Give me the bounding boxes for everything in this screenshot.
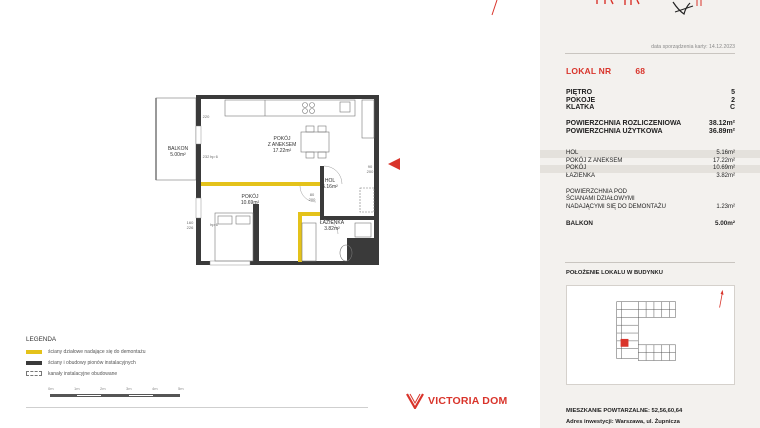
legend-item: kanały instalacyjne obudowane (26, 368, 146, 379)
svg-text:80: 80 (309, 192, 315, 197)
victoria-dom-icon (406, 393, 424, 409)
repeat-units: MIESZKANIE POWTARZALNE: 52,56,60,64 (566, 408, 683, 414)
brand-name: VICTORIA DOM (428, 395, 508, 407)
room-label: HOL (324, 178, 336, 184)
legend-title: LEGENDA (26, 336, 57, 343)
divider (26, 407, 368, 408)
unit-marker (621, 339, 629, 347)
room-area: 5.16m² (322, 184, 338, 190)
room-label: ŁAZIENKA (319, 220, 345, 226)
summary-row-floor: PIĘTRO 5 (566, 89, 735, 96)
installation-shaft (360, 188, 374, 212)
balcony-area (156, 98, 196, 180)
unit-number-value: 68 (635, 66, 646, 76)
unit-label: LOKAL NR (566, 66, 612, 76)
svg-text:hp 6: hp 6 (210, 222, 218, 227)
room-row: ŁAZIENKA 3.82m² (540, 173, 760, 181)
unit-summary (566, 89, 735, 112)
scale-bar: 0m 1m 2m 3m 4m 5m (26, 386, 158, 400)
room-area: 17.22m² (272, 148, 292, 154)
walls (196, 95, 379, 265)
floor-plan (150, 88, 400, 268)
legend (26, 346, 146, 379)
decorative-line (490, 0, 500, 16)
room-area: 3.82m² (324, 226, 340, 232)
legend-item: ściany działowe nadające się do demontażu (26, 346, 146, 357)
footer-info (566, 406, 682, 428)
creation-date: data sporządzenia karty: 14.12.2023 (651, 44, 735, 50)
legend-item: ściany i obudowy pionów instalacyjnych (26, 357, 146, 368)
area-summary (566, 120, 735, 135)
room-label: Z ANEKSEM (267, 142, 297, 148)
position-title: POŁOŻENIE LOKALU W BUDYNKU (566, 270, 663, 276)
area-row-billing: POWIERZCHNIA ROZLICZENIOWA 38.12m² (566, 120, 735, 127)
bed (215, 213, 253, 261)
area-row-usable: POWIERZCHNIA UŻYTKOWA 36.89m² (566, 127, 735, 135)
svg-text:hp 6: hp 6 (210, 154, 218, 159)
room-row: HOL 5.16m² (540, 150, 760, 158)
removable-walls-area: POWIERZCHNIA POD ŚCIANAMI DZIAŁOWYMI NADAJĄCYMI SIĘ DO DEMONTAŻU 1.23m² (566, 189, 735, 210)
svg-text:160: 160 (186, 220, 194, 225)
svg-text:232: 232 (202, 154, 210, 159)
investment-address: Adres inwestycji: Warszawa, ul. Żupnicza (566, 419, 680, 425)
svg-text:226: 226 (186, 225, 194, 230)
building-position-map (566, 285, 735, 385)
north-arrow-icon (720, 290, 724, 308)
summary-row-staircase: KLATKA C (566, 104, 735, 112)
summary-row-rooms: POKOJE 2 (566, 96, 735, 104)
unit-number (566, 66, 645, 76)
divider (565, 53, 735, 54)
divider (565, 262, 735, 263)
room-area: 5.00m² (170, 152, 186, 158)
svg-text:200: 200 (308, 197, 316, 202)
room-label: BALKON (167, 146, 189, 152)
room-label: POKÓJ (273, 136, 291, 142)
svg-text:220: 220 (202, 114, 210, 119)
removable-walls-value: 1.23m² (716, 203, 735, 210)
svg-text:90: 90 (367, 164, 373, 169)
kitchen-counter (225, 100, 374, 138)
balcony-row: BALKON 5.00m² (566, 220, 735, 227)
entrance-arrow-icon (388, 158, 400, 170)
dining-table (301, 126, 329, 158)
project-logo (585, 0, 705, 20)
room-row: POKÓJ 10.69m² (540, 165, 760, 173)
room-row: POKÓJ Z ANEKSEM 17.22m² (540, 158, 760, 166)
svg-text:200: 200 (366, 169, 374, 174)
brand-logo (406, 393, 507, 409)
room-list (540, 150, 760, 180)
room-label: POKÓJ (241, 194, 259, 200)
legend-swatch (26, 371, 42, 376)
room-area: 10.69m² (240, 200, 260, 206)
legend-swatch (26, 361, 42, 365)
legend-swatch (26, 350, 42, 354)
